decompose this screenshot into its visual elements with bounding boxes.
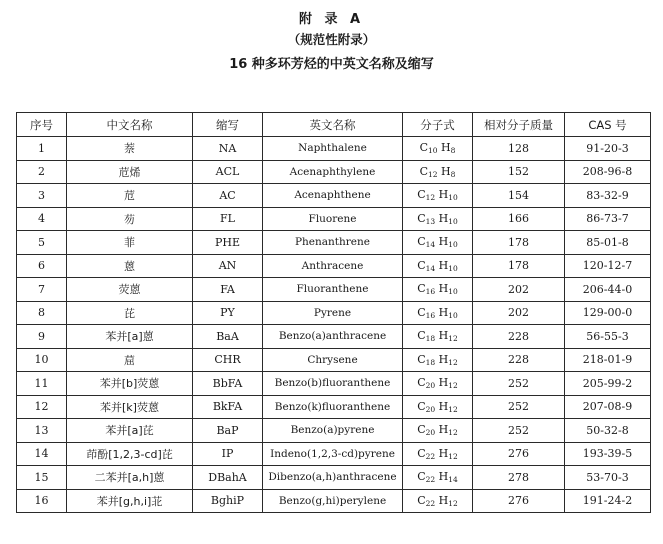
cell-en-name: Acenaphthene [263, 184, 403, 208]
cell-mw: 252 [473, 372, 565, 396]
formula-h-count: 12 [448, 334, 458, 344]
cell-cas: 207-08-9 [565, 395, 651, 419]
formula-h-count: 10 [448, 216, 458, 226]
formula-h-count: 10 [448, 240, 458, 250]
cell-cn-name: 苯并[b]荧蒽 [67, 372, 193, 396]
cell-en-name: Fluorene [263, 207, 403, 231]
cell-en-name: Benzo(b)fluoranthene [263, 372, 403, 396]
formula-c-count: 10 [428, 146, 438, 156]
cell-en-name: Benzo(g,hi)perylene [263, 489, 403, 513]
cell-no: 10 [17, 348, 67, 372]
formula-h-count: 14 [448, 475, 458, 485]
cell-en-name: Dibenzo(a,h)anthracene [263, 466, 403, 490]
cell-mw: 278 [473, 466, 565, 490]
formula-h-count: 8 [450, 146, 456, 156]
cell-no: 8 [17, 301, 67, 325]
header-formula: 分子式 [403, 113, 473, 137]
cell-en-name: Pyrene [263, 301, 403, 325]
formula-c-count: 22 [425, 498, 436, 508]
cell-formula: $C_{14}$ $H_{10}$ [403, 231, 473, 255]
cell-no: 5 [17, 231, 67, 255]
table-row [17, 207, 651, 231]
formula-c-count: 18 [425, 357, 436, 367]
formula-h-count: 10 [448, 310, 458, 320]
cell-cn-name: 苯并[k]荧蒽 [67, 395, 193, 419]
cell-abbr: NA [193, 137, 263, 161]
formula-c-count: 22 [425, 451, 436, 461]
table-row [17, 466, 651, 490]
cell-abbr: ACL [193, 160, 263, 184]
formula-h-count: 12 [448, 381, 458, 391]
formula-h-count: 10 [448, 287, 458, 297]
cell-mw: 178 [473, 254, 565, 278]
cell-abbr: BkFA [193, 395, 263, 419]
cell-formula: $C_{12}$ $H_8$ [403, 160, 473, 184]
cell-cas: 218-01-9 [565, 348, 651, 372]
formula-c-count: 12 [425, 193, 436, 203]
header-cn-name: 中文名称 [67, 113, 193, 137]
header-abbr: 缩写 [193, 113, 263, 137]
table-row [17, 301, 651, 325]
cell-cn-name: 苯并[a]蒽 [67, 325, 193, 349]
table-header-row [17, 113, 651, 137]
cell-no: 7 [17, 278, 67, 302]
cell-mw: 202 [473, 301, 565, 325]
cell-mw: 252 [473, 419, 565, 443]
table-row [17, 419, 651, 443]
cell-cas: 120-12-7 [565, 254, 651, 278]
cell-cas: 53-70-3 [565, 466, 651, 490]
table-row [17, 372, 651, 396]
cell-cn-name: 菲 [67, 231, 193, 255]
table-row [17, 348, 651, 372]
cell-en-name: Naphthalene [263, 137, 403, 161]
formula-c-count: 20 [425, 381, 436, 391]
cell-formula: $C_{14}$ $H_{10}$ [403, 254, 473, 278]
cell-no: 12 [17, 395, 67, 419]
formula-c-count: 18 [425, 334, 436, 344]
cell-cn-name: 茚酚[1,2,3-cd]芘 [67, 442, 193, 466]
cell-abbr: PY [193, 301, 263, 325]
formula-h-count: 10 [448, 193, 458, 203]
formula-c-count: 20 [425, 428, 436, 438]
formula-h-count: 12 [448, 498, 458, 508]
cell-no: 14 [17, 442, 67, 466]
cell-abbr: IP [193, 442, 263, 466]
cell-cn-name: 芘 [67, 301, 193, 325]
cell-mw: 228 [473, 348, 565, 372]
cell-abbr: BaP [193, 419, 263, 443]
formula-c-count: 16 [425, 310, 436, 320]
cell-abbr: BbFA [193, 372, 263, 396]
cell-mw: 276 [473, 442, 565, 466]
formula-c-count: 20 [425, 404, 436, 414]
formula-c-count: 22 [425, 475, 436, 485]
cell-formula: $C_{22}$ $H_{12}$ [403, 442, 473, 466]
table-row [17, 254, 651, 278]
cell-formula: $C_{18}$ $H_{12}$ [403, 348, 473, 372]
table-row [17, 395, 651, 419]
cell-formula: $C_{22}$ $H_{14}$ [403, 466, 473, 490]
cell-formula: $C_{16}$ $H_{10}$ [403, 301, 473, 325]
table-row [17, 278, 651, 302]
table-title: 16 种多环芳烃的中英文名称及缩写 [229, 57, 434, 72]
table-row [17, 231, 651, 255]
cell-cas: 83-32-9 [565, 184, 651, 208]
table-row [17, 137, 651, 161]
cell-cn-name: 萘 [67, 137, 193, 161]
cell-mw: 276 [473, 489, 565, 513]
cell-formula: $C_{20}$ $H_{12}$ [403, 395, 473, 419]
cell-cas: 205-99-2 [565, 372, 651, 396]
cell-cas: 56-55-3 [565, 325, 651, 349]
cell-abbr: AC [193, 184, 263, 208]
cell-cn-name: 苊烯 [67, 160, 193, 184]
cell-cn-name: 苊 [67, 184, 193, 208]
cell-formula: $C_{16}$ $H_{10}$ [403, 278, 473, 302]
cell-cas: 206-44-0 [565, 278, 651, 302]
cell-cas: 208-96-8 [565, 160, 651, 184]
cell-no: 9 [17, 325, 67, 349]
cell-cn-name: 荧蒽 [67, 278, 193, 302]
cell-en-name: Acenaphthylene [263, 160, 403, 184]
table-row [17, 489, 651, 513]
cell-no: 16 [17, 489, 67, 513]
cell-cas: 85-01-8 [565, 231, 651, 255]
cell-en-name: Benzo(k)fluoranthene [263, 395, 403, 419]
cell-cn-name: 芴 [67, 207, 193, 231]
cell-mw: 128 [473, 137, 565, 161]
formula-c-count: 13 [425, 216, 436, 226]
cell-mw: 152 [473, 160, 565, 184]
formula-c-count: 14 [425, 263, 436, 273]
cell-abbr: CHR [193, 348, 263, 372]
cell-abbr: FA [193, 278, 263, 302]
cell-abbr: DBahA [193, 466, 263, 490]
table-row [17, 442, 651, 466]
cell-cas: 91-20-3 [565, 137, 651, 161]
cell-cn-name: 苯并[g,h,i]苝 [67, 489, 193, 513]
formula-h-count: 12 [448, 451, 458, 461]
cell-abbr: PHE [193, 231, 263, 255]
cell-cn-name: 二苯并[a,h]蒽 [67, 466, 193, 490]
cell-abbr: FL [193, 207, 263, 231]
formula-h-count: 8 [450, 169, 456, 179]
cell-no: 6 [17, 254, 67, 278]
header-no: 序号 [17, 113, 67, 137]
cell-no: 3 [17, 184, 67, 208]
cell-en-name: Indeno(1,2,3-cd)pyrene [263, 442, 403, 466]
cell-cas: 193-39-5 [565, 442, 651, 466]
formula-c-count: 16 [425, 287, 436, 297]
cell-abbr: AN [193, 254, 263, 278]
pah-table [16, 112, 651, 513]
cell-en-name: Benzo(a)pyrene [263, 419, 403, 443]
cell-formula: $C_{18}$ $H_{12}$ [403, 325, 473, 349]
cell-formula: $C_{22}$ $H_{12}$ [403, 489, 473, 513]
cell-no: 4 [17, 207, 67, 231]
cell-en-name: Benzo(a)anthracene [263, 325, 403, 349]
formula-c-count: 12 [428, 169, 438, 179]
formula-h-count: 12 [448, 357, 458, 367]
header-cas: CAS 号 [565, 113, 651, 137]
cell-abbr: BghiP [193, 489, 263, 513]
cell-formula: $C_{13}$ $H_{10}$ [403, 207, 473, 231]
cell-cas: 191-24-2 [565, 489, 651, 513]
cell-no: 2 [17, 160, 67, 184]
cell-en-name: Chrysene [263, 348, 403, 372]
cell-cn-name: 苯并[a]芘 [67, 419, 193, 443]
cell-cn-name: 䓛 [67, 348, 193, 372]
table-body [17, 137, 651, 513]
cell-en-name: Phenanthrene [263, 231, 403, 255]
formula-h-count: 12 [448, 428, 458, 438]
cell-mw: 202 [473, 278, 565, 302]
cell-no: 13 [17, 419, 67, 443]
cell-formula: $C_{12}$ $H_{10}$ [403, 184, 473, 208]
header-mw: 相对分子质量 [473, 113, 565, 137]
cell-en-name: Fluoranthene [263, 278, 403, 302]
appendix-label: 附 录 A [298, 12, 365, 27]
table-row [17, 184, 651, 208]
cell-no: 15 [17, 466, 67, 490]
appendix-type: （规范性附录） [287, 32, 376, 47]
cell-formula: $C_{20}$ $H_{12}$ [403, 419, 473, 443]
formula-h-count: 10 [448, 263, 458, 273]
cell-no: 11 [17, 372, 67, 396]
table-row [17, 160, 651, 184]
table-row [17, 325, 651, 349]
cell-mw: 154 [473, 184, 565, 208]
cell-cas: 86-73-7 [565, 207, 651, 231]
cell-mw: 252 [473, 395, 565, 419]
cell-mw: 178 [473, 231, 565, 255]
cell-formula: $C_{10}$ $H_8$ [403, 137, 473, 161]
cell-cas: 50-32-8 [565, 419, 651, 443]
formula-c-count: 14 [425, 240, 436, 250]
header-en-name: 英文名称 [263, 113, 403, 137]
cell-abbr: BaA [193, 325, 263, 349]
formula-h-count: 12 [448, 404, 458, 414]
cell-mw: 166 [473, 207, 565, 231]
cell-cn-name: 蒽 [67, 254, 193, 278]
cell-en-name: Anthracene [263, 254, 403, 278]
cell-no: 1 [17, 137, 67, 161]
cell-mw: 228 [473, 325, 565, 349]
cell-cas: 129-00-0 [565, 301, 651, 325]
cell-formula: $C_{20}$ $H_{12}$ [403, 372, 473, 396]
